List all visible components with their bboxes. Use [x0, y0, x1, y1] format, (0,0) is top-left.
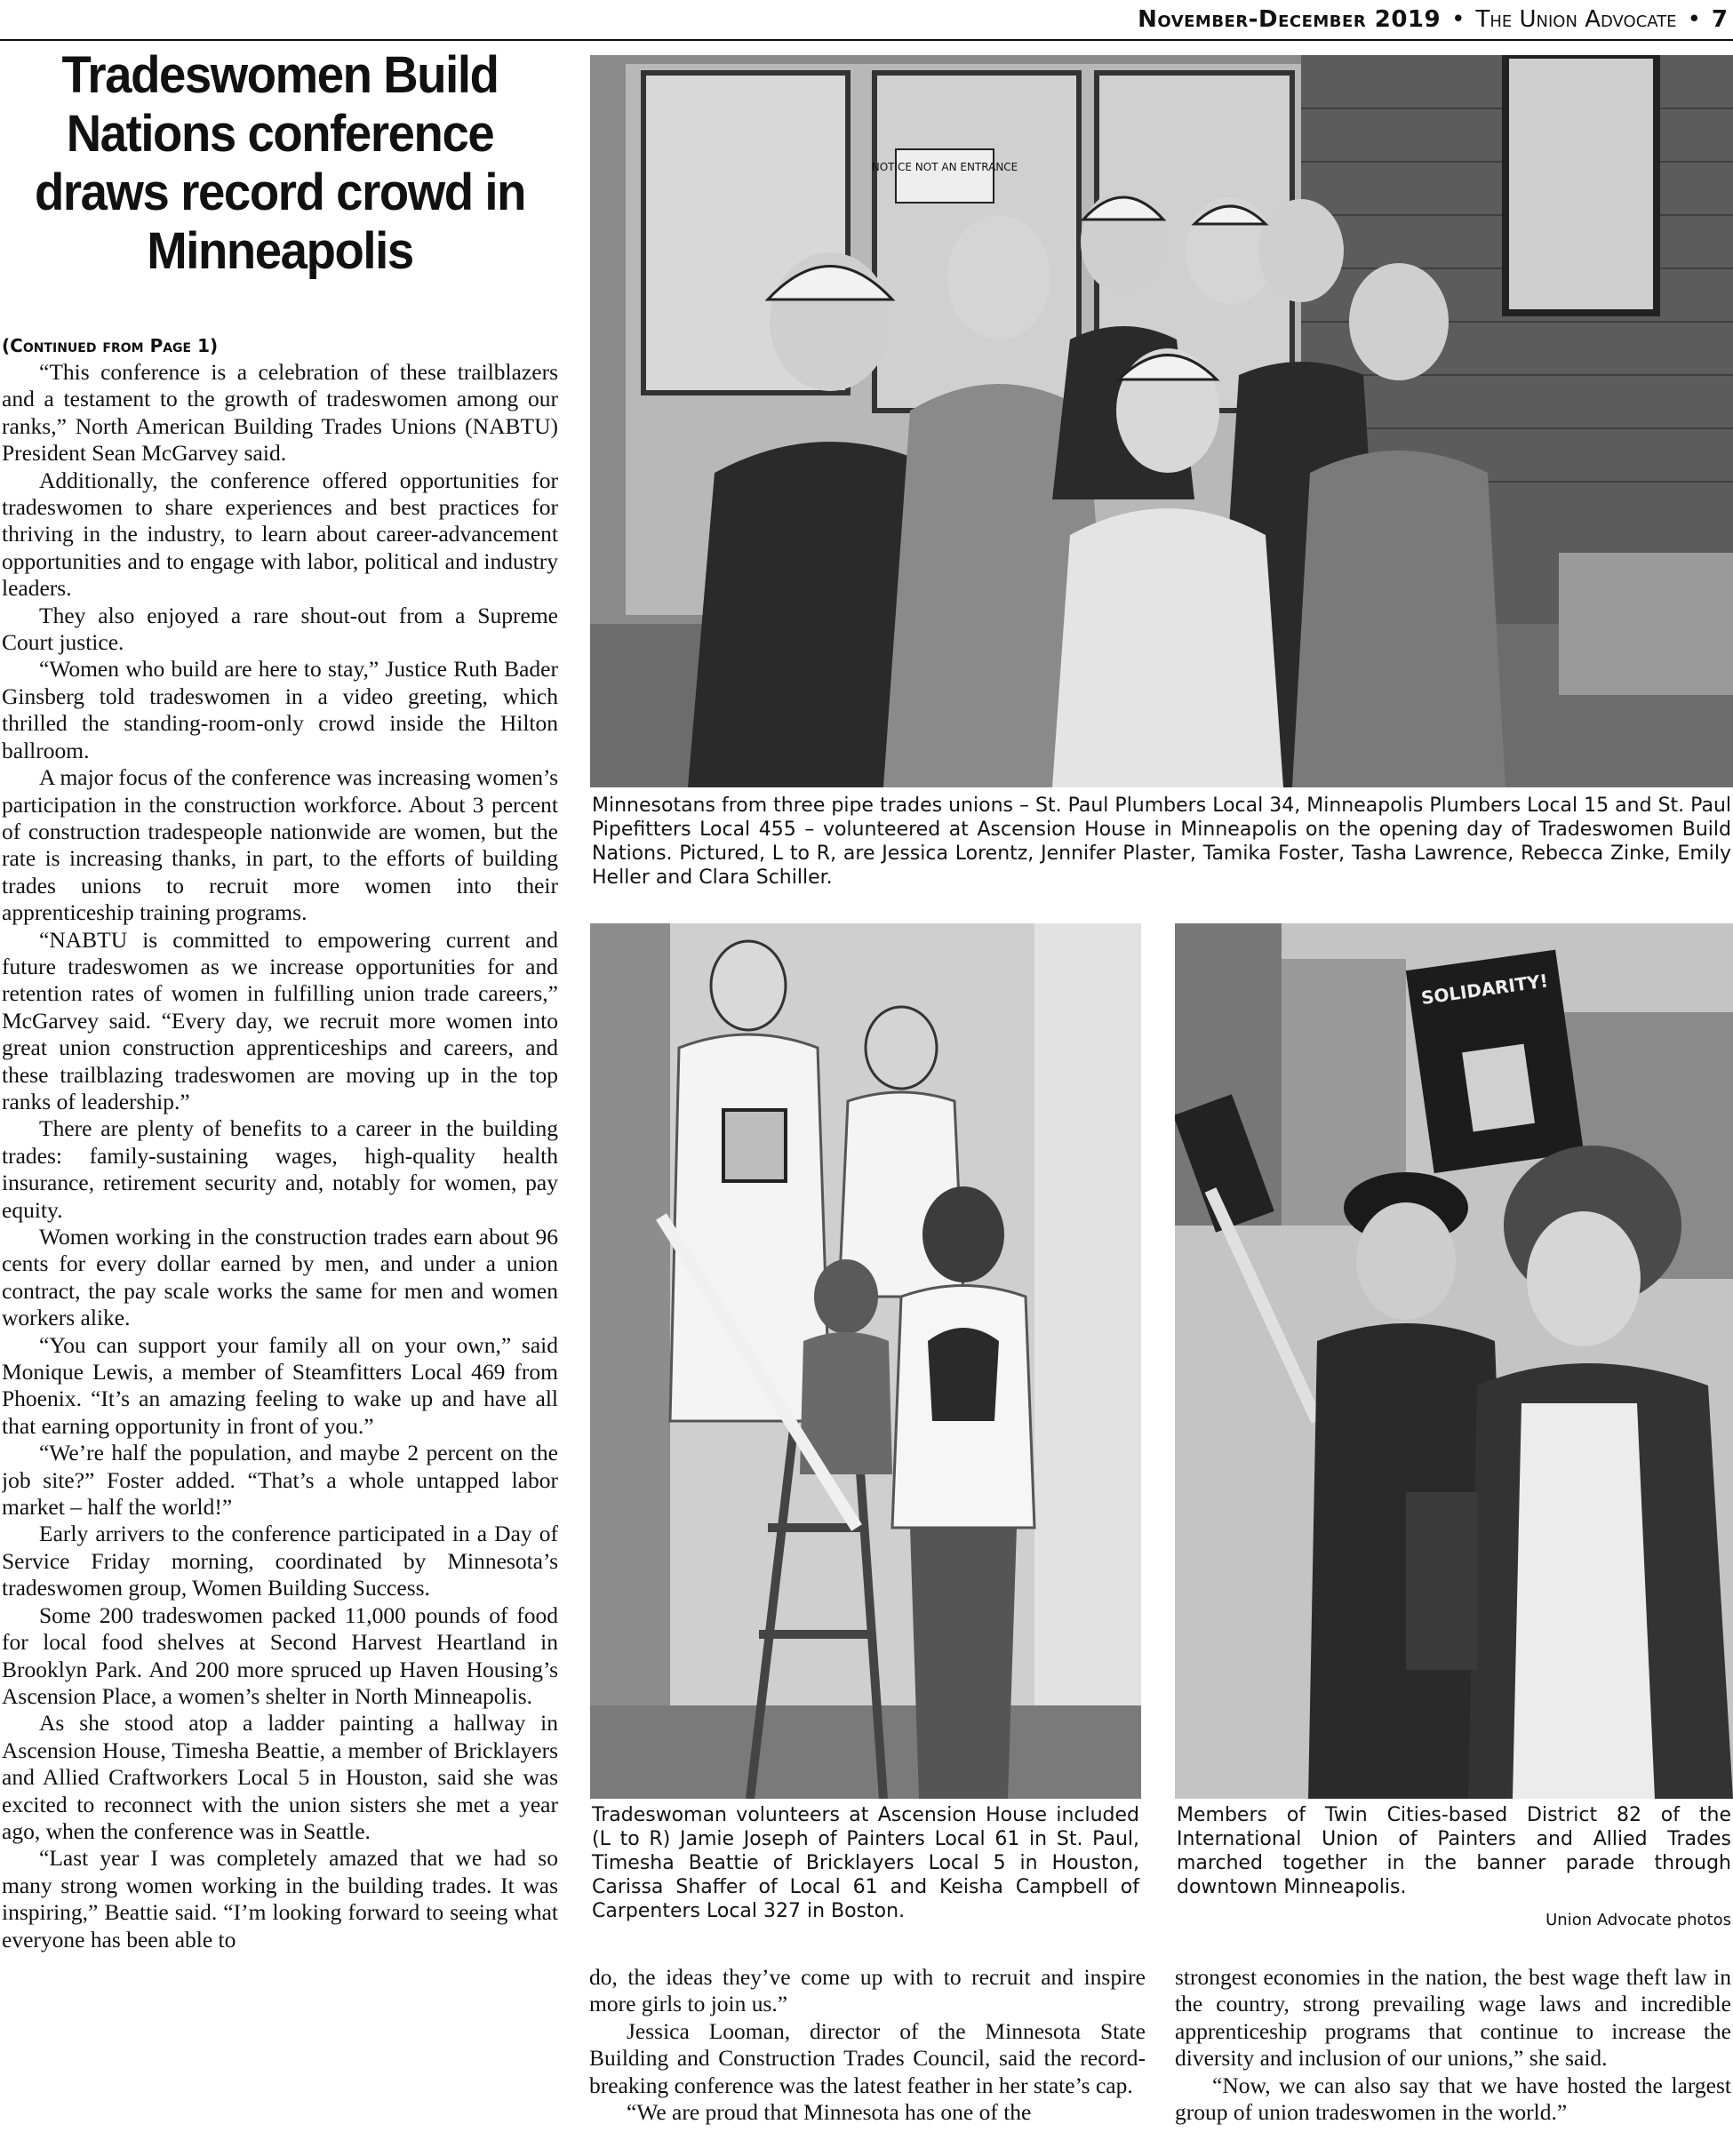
- volunteers-photo-illustration: [590, 923, 1141, 1799]
- paragraph: “Now, we can also say that we have hosted the largest group of union tradeswomen in the world.”: [1175, 2072, 1731, 2126]
- paragraph: Early arrivers to the conference participated in a Day of Service Friday morning, coordinated by Minnesota’s tradeswomen group, Women Building Success.: [2, 1521, 558, 1601]
- paragraph: do, the ideas they’ve come up with to recruit and inspire more girls to join us.”: [589, 1964, 1146, 2017]
- photo-credit: Union Advocate photos: [1545, 1911, 1731, 1929]
- notice-sign-text: NOTICE NOT AN ENTRANCE: [871, 161, 1018, 173]
- page-header: [0, 0, 1733, 41]
- group-photo: [590, 55, 1733, 787]
- parade-photo-illustration: [1175, 923, 1733, 1799]
- paragraph: Additionally, the conference offered opportunities for tradeswomen to share experiences and best practices for thriving in the industry, to learn about career-advancement opportunities and to engage with labor, political and industry leaders.: [2, 467, 558, 602]
- header-separator: •: [1451, 6, 1465, 33]
- page-number: 7: [1711, 6, 1728, 33]
- paragraph: Jessica Looman, director of the Minnesota State Building and Construction Trades Council, said the record-breaking conference was the latest feather in her state’s cap.: [589, 2017, 1146, 2098]
- article-headline: Tradeswomen Build Nations conference draws record crowd in Minneapolis: [34, 46, 526, 280]
- paragraph: “We’re half the population, and maybe 2 percent on the job site?” Foster added. “That’s a whole untapped labor market – half the world!”: [2, 1440, 558, 1521]
- solidarity-sign-text: SOLIDARITY!: [1419, 970, 1550, 1010]
- publication-name: The Union Advocate: [1475, 6, 1677, 33]
- paragraph: “We are proud that Minnesota has one of the: [627, 2099, 1032, 2126]
- paragraph: Women working in the construction trades earn about 96 cents for every dollar earned by men, and under a union contract, the pay scale works the same for men and women workers alike.: [2, 1224, 558, 1331]
- paragraph: “NABTU is committed to empowering current and future tradeswomen as we increase opportunities for and retention rates of women in fulfilling union trade careers,” McGarvey said. “Every day, we recruit more women into great union construction apprenticeships and careers, and these trailblazing tradeswomen are moving up in the top ranks of leadership.”: [2, 926, 558, 1114]
- header-separator-2: •: [1687, 6, 1701, 33]
- article-column-1: [2, 332, 558, 2156]
- paragraph: As she stood atop a ladder painting a hallway in Ascension House, Timesha Beattie, a member of Bricklayers and Allied Craftworkers Local 5 in Houston, said she was excited to reconnect with the union sisters she met a year ago, when the conference was in Seattle.: [2, 1710, 558, 1844]
- article-column-3: [1175, 1964, 1731, 2156]
- parade-photo-caption: Members of Twin Cities-based District 82 of the International Union of Painters and Allied Trades marched together in the banner parade through downtown Minneapolis.: [1177, 1804, 1731, 1898]
- paragraph: They also enjoyed a rare shout-out from a Supreme Court justice.: [2, 602, 558, 656]
- paragraph: strongest economies in the nation, the best wage theft law in the country, strong prevailing wage laws and incredible apprenticeship programs that continue to increase the diversity and inclusion of our unions,” she said.: [1175, 1964, 1731, 2072]
- paragraph: “Last year I was completely amazed that we had so many strong women working in the building trades. It was inspiring,” Beattie said. “I’m looking forward to seeing what everyone has been able to: [2, 1845, 558, 1952]
- continued-label: (Continued from Page 1): [2, 335, 219, 356]
- issue-date: November-December 2019: [1138, 6, 1442, 33]
- article-column-2: [589, 1964, 1146, 2156]
- volunteers-photo: [590, 923, 1141, 1799]
- paragraph: “You can support your family all on your own,” said Monique Lewis, a member of Steamfitters Local 469 from Phoenix. “It’s an amazing feeling to wake up and have all that earning opportunity in front of you.”: [2, 1331, 558, 1439]
- paragraph: Some 200 tradeswomen packed 11,000 pounds of food for local food shelves at Second Harvest Heartland in Brooklyn Park. And 200 more spruced up Haven Housing’s Ascension Place, a women’s shelter in North Minneapolis.: [2, 1601, 558, 1709]
- group-photo-illustration: [590, 55, 1733, 787]
- paragraph: A major focus of the conference was increasing women’s participation in the construction workforce. About 3 percent of construction tradespeople nationwide are women, but the rate is increasing thanks, in part, to the efforts of building trades unions to recruit more women into their apprenticeship training programs.: [2, 764, 558, 926]
- paragraph: “This conference is a celebration of these trailblazers and a testament to the growth of tradeswomen among our ranks,” North American Building Trades Unions (NABTU) President Sean McGarvey said.: [2, 359, 558, 467]
- paragraph: “Women who build are here to stay,” Justice Ruth Bader Ginsberg told tradeswomen in a video greeting, which thrilled the standing-room-only crowd inside the Hilton ballroom.: [2, 656, 558, 763]
- volunteers-photo-caption: Tradeswoman volunteers at Ascension House included (L to R) Jamie Joseph of Painters Local 61 in St. Paul, Timesha Beattie of Bricklayers Local 5 in Houston, Carissa Shaffer of Local 61 and Keisha Campbell of Carpenters Local 327 in Boston.: [592, 1804, 1139, 1922]
- parade-photo: [1175, 923, 1733, 1799]
- top-photo-caption: Minnesotans from three pipe trades unions – St. Paul Plumbers Local 34, Minneapolis Plumbers Local 15 and St. Paul Pipefitters Local 455 – volunteered at Ascension House in Minneapolis on the opening day of Tradeswomen Build Nations. Pictured, L to R, are Jessica Lorentz, Jennifer Plaster, Tamika Foster, Tasha Lawrence, Rebecca Zinke, Emily Heller and Clara Schiller.: [592, 795, 1731, 889]
- paragraph: There are plenty of benefits to a career in the building trades: family-sustaining wages, high-quality health insurance, retirement security and, notably for women, pay equity.: [2, 1115, 558, 1223]
